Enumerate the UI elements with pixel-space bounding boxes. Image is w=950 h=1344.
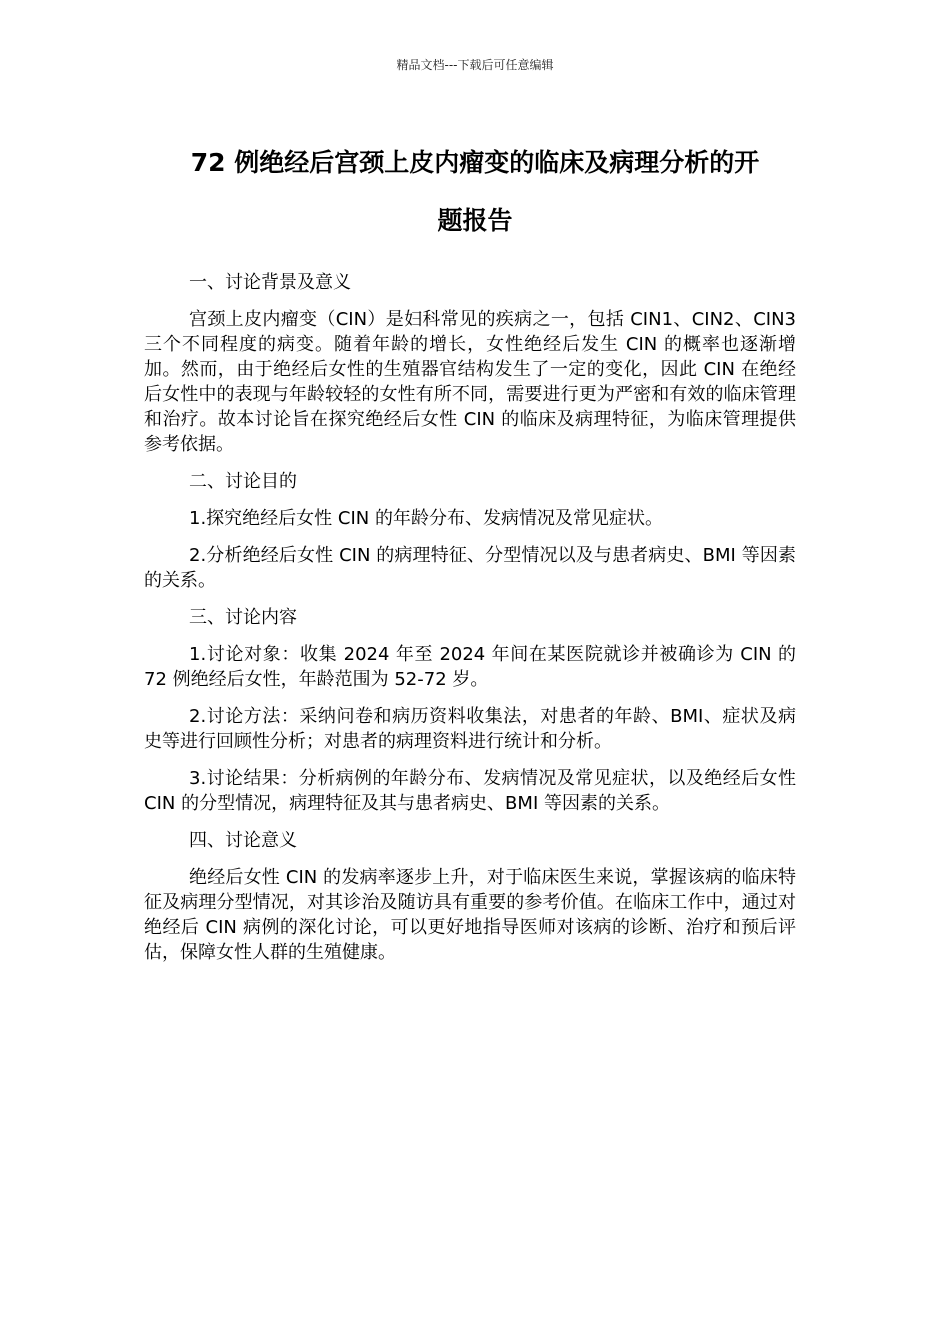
paragraph: 3.讨论结果：分析病例的年龄分布、发病情况及常见症状，以及绝经后女性 CIN 的分型情况，病理特征及其与患者病史、BMI 等因素的关系。 <box>144 768 796 814</box>
paragraph: 1.讨论对象：收集 2024 年至 2024 年间在某医院就诊并被确诊为 CIN 的 72 例绝经后女性，年龄范围为 52-72 岁。 <box>144 644 796 690</box>
paragraph: 2.分析绝经后女性 CIN 的病理特征、分型情况以及与患者病史、BMI 等因素的关系。 <box>144 545 796 591</box>
section-heading: 四、讨论意义 <box>189 830 297 851</box>
section-heading: 三、讨论内容 <box>189 607 297 628</box>
document-title <box>110 134 840 250</box>
section-heading: 一、讨论背景及意义 <box>189 272 351 293</box>
page-header: 精品文档---下载后可任意编辑 <box>396 58 554 72</box>
section-heading: 二、讨论目的 <box>189 471 297 492</box>
title-line-1: 72 例绝经后宫颈上皮内瘤变的临床及病理分析的开 <box>190 148 760 177</box>
title-line-2: 题报告 <box>437 206 513 235</box>
document-body <box>144 270 796 977</box>
paragraph: 绝经后女性 CIN 的发病率逐步上升，对于临床医生来说，掌握该病的临床特征及病理分型情况，对其诊治及随访具有重要的参考价值。在临床工作中，通过对绝经后 CIN 病例的深化讨论，可以更好地指导医师对该病的诊断、治疗和预后评估，保障女性人群的生殖健康。 <box>144 867 796 963</box>
paragraph: 1.探究绝经后女性 CIN 的年龄分布、发病情况及常见症状。 <box>189 508 663 529</box>
paragraph: 2.讨论方法：采纳问卷和病历资料收集法，对患者的年龄、BMI、症状及病史等进行回顾性分析；对患者的病理资料进行统计和分析。 <box>144 706 796 752</box>
paragraph: 宫颈上皮内瘤变（CIN）是妇科常见的疾病之一，包括 CIN1、CIN2、CIN3 三个不同程度的病变。随着年龄的增长，女性绝经后发生 CIN 的概率也逐渐增加。然而，由于绝经后女性的生殖器官结构发生了一定的变化，因此 CIN 在绝经后女性中的表现与年龄较轻的女性有所不同，需要进行更为严密和有效的临床管理和治疗。故本讨论旨在探究绝经后女性 CIN 的临床及病理特征，为临床管理提供参考依据。 <box>144 309 796 455</box>
